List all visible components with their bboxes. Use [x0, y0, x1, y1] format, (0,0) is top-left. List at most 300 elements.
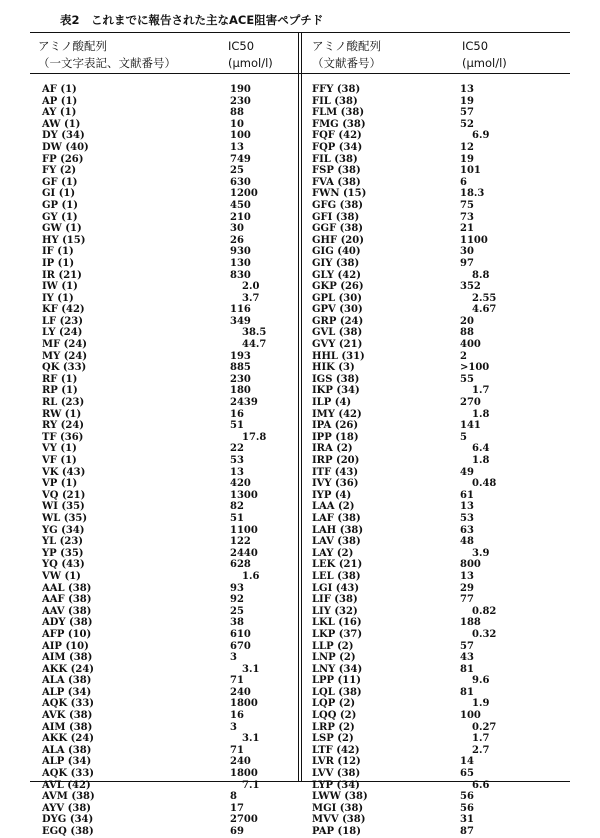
peptide-sequence: AY (1): [42, 107, 77, 119]
peptide-sequence: FY (2): [42, 165, 77, 177]
ic50-value: 100: [230, 130, 251, 142]
table-row: [42, 536, 292, 548]
left-sequence-header-line2: （一文字表記、文献番号）: [38, 56, 176, 70]
table-caption: 表2 これまでに報告された主なACE阻害ペプチド: [60, 13, 324, 27]
table-row: [312, 246, 562, 258]
peptide-sequence: AAV (38): [42, 605, 92, 617]
ic50-value: 8.8: [472, 269, 490, 281]
ic50-value: 1.7: [472, 733, 490, 745]
table-row: [312, 374, 562, 386]
table-row: [42, 223, 292, 235]
right-sequence-header: [312, 38, 381, 72]
ic50-value: 26: [230, 234, 244, 246]
ic50-value: 4.67: [472, 304, 497, 316]
ic50-value: 75: [460, 199, 474, 211]
table-row: [312, 826, 562, 838]
table-row: [312, 652, 562, 664]
peptide-sequence: LAV (38): [312, 536, 361, 548]
ic50-value: 349: [230, 315, 251, 327]
peptide-sequence: DY (34): [42, 130, 85, 142]
table-row: [312, 270, 562, 282]
peptide-sequence: MY (24): [42, 350, 88, 362]
ic50-value: 930: [230, 246, 251, 258]
peptide-sequence: LNP (2): [312, 652, 356, 664]
peptide-sequence: IGS (38): [312, 373, 360, 385]
peptide-sequence: GIG (40): [312, 246, 361, 258]
right-sequence-header-line1: アミノ酸配列: [312, 39, 381, 53]
right-peptide-list: [312, 84, 562, 838]
table-row: [42, 571, 292, 583]
table-row: [312, 559, 562, 571]
table-row: [42, 501, 292, 513]
table-row: [42, 246, 292, 258]
peptide-sequence: AP (1): [42, 95, 78, 107]
peptide-sequence: AAF (38): [42, 594, 92, 606]
peptide-sequence: GI (1): [42, 188, 76, 200]
table-row: [312, 478, 562, 490]
table-row: [312, 687, 562, 699]
table-row: [312, 188, 562, 200]
table-row: [312, 501, 562, 513]
column-divider: [298, 32, 302, 781]
ic50-value: 56: [460, 802, 474, 814]
ic50-value: 21: [460, 223, 474, 235]
ic50-value: 141: [460, 420, 481, 432]
ic50-value: 2700: [230, 814, 258, 826]
peptide-sequence: VK (43): [42, 466, 86, 478]
ic50-value: 56: [460, 791, 474, 803]
peptide-sequence: LSP (2): [312, 733, 354, 745]
peptide-sequence: AKK (24): [42, 733, 95, 745]
peptide-sequence: IPA (26): [312, 420, 359, 432]
ic50-value: 3: [230, 652, 237, 664]
peptide-sequence: LKP (37): [312, 628, 363, 640]
table-row: [312, 594, 562, 606]
peptide-sequence: LIY (32): [312, 605, 358, 617]
table-row: [312, 675, 562, 687]
ic50-value: 352: [460, 281, 481, 293]
ic50-value: 100: [460, 710, 481, 722]
ic50-value: 800: [460, 559, 481, 571]
table-row: [42, 780, 292, 792]
table-row: [42, 768, 292, 780]
peptide-sequence: GPV (30): [312, 304, 363, 316]
peptide-sequence: LWW (38): [312, 791, 368, 803]
peptide-sequence: LNY (34): [312, 663, 363, 675]
ic50-value: 88: [230, 107, 244, 119]
peptide-sequence: AIP (10): [42, 640, 89, 652]
peptide-sequence: TF (36): [42, 431, 84, 443]
peptide-sequence: MVV (38): [312, 814, 366, 826]
table-row: [42, 177, 292, 189]
table-row: [312, 791, 562, 803]
peptide-sequence: LAY (2): [312, 547, 354, 559]
ic50-value: 1.6: [242, 570, 260, 582]
table-row: [42, 107, 292, 119]
ic50-value: 610: [230, 628, 251, 640]
ic50-value: 65: [460, 768, 474, 780]
peptide-sequence: VP (1): [42, 478, 78, 490]
peptide-sequence: AIM (38): [42, 721, 93, 733]
table-row: [42, 594, 292, 606]
table-row: [312, 165, 562, 177]
peptide-sequence: IP (1): [42, 257, 75, 269]
ic50-value: 116: [230, 304, 251, 316]
peptide-sequence: LYP (34): [312, 779, 360, 791]
ic50-value: 190: [230, 84, 251, 95]
ic50-value: 1800: [230, 698, 258, 710]
ic50-value: 0.27: [472, 721, 497, 733]
table-row: [312, 513, 562, 525]
peptide-sequence: LY (24): [42, 327, 83, 339]
table-row: [42, 687, 292, 699]
peptide-sequence: GP (1): [42, 199, 78, 211]
ic50-value: 48: [460, 536, 474, 548]
ic50-value: 53: [230, 455, 244, 466]
ic50-value: 82: [230, 501, 244, 513]
ic50-value: 52: [460, 118, 474, 130]
table-row: [312, 200, 562, 212]
table-row: [42, 745, 292, 757]
table-row: [312, 327, 562, 339]
table-row: [42, 791, 292, 803]
ic50-value: >100: [460, 362, 490, 374]
ic50-value: 13: [230, 141, 244, 153]
peptide-sequence: IR (21): [42, 269, 82, 281]
peptide-sequence: GKP (26): [312, 281, 364, 293]
peptide-sequence: LAH (38): [312, 524, 364, 536]
peptide-sequence: IMY (42): [312, 408, 362, 420]
peptide-sequence: LKL (16): [312, 617, 362, 629]
ic50-value: 749: [230, 153, 251, 165]
peptide-sequence: GRP (24): [312, 315, 364, 327]
ic50-value: 92: [230, 594, 244, 606]
peptide-sequence: LF (23): [42, 315, 83, 327]
table-row: [312, 617, 562, 629]
peptide-sequence: GVL (38): [312, 327, 363, 339]
peptide-sequence: FLM (38): [312, 107, 365, 119]
peptide-sequence: PAP (18): [312, 826, 361, 837]
table-row: [312, 154, 562, 166]
table-row: [42, 281, 292, 293]
table-row: [312, 281, 562, 293]
table-row: [42, 142, 292, 154]
peptide-sequence: GHF (20): [312, 234, 364, 246]
left-sequence-header-line1: アミノ酸配列: [38, 39, 107, 53]
table-row: [42, 304, 292, 316]
table-row: [42, 652, 292, 664]
ic50-value: 18.3: [460, 188, 485, 200]
peptide-sequence: MGI (38): [312, 802, 364, 814]
table-row: [312, 385, 562, 397]
table-row: [312, 304, 562, 316]
ic50-value: 12: [460, 141, 474, 153]
ic50-value: 3.1: [242, 663, 260, 675]
ic50-value: 1100: [460, 234, 488, 246]
table-row: [312, 664, 562, 676]
ic50-value: 38.5: [242, 327, 267, 339]
ic50-value: 5: [460, 431, 467, 443]
ic50-value: 210: [230, 211, 251, 223]
table-row: [42, 270, 292, 282]
table-row: [42, 814, 292, 826]
ic50-value: 57: [460, 640, 474, 652]
peptide-sequence: GGF (38): [312, 223, 364, 235]
ic50-value: 77: [460, 594, 474, 606]
ic50-value: 2440: [230, 547, 258, 559]
peptide-sequence: AFP (10): [42, 628, 92, 640]
table-row: [312, 490, 562, 502]
ic50-value: 87: [460, 826, 474, 837]
peptide-sequence: ILP (4): [312, 397, 352, 409]
peptide-sequence: FMG (38): [312, 118, 366, 130]
ic50-value: 6: [460, 176, 467, 188]
peptide-sequence: QK (33): [42, 362, 87, 374]
table-row: [312, 96, 562, 108]
ic50-value: 420: [230, 478, 251, 490]
table-row: [312, 768, 562, 780]
ic50-value: 122: [230, 536, 251, 548]
ic50-value: 16: [230, 408, 244, 420]
table-row: [312, 455, 562, 467]
peptide-sequence: HIK (3): [312, 362, 355, 374]
ic50-value: 270: [460, 397, 481, 409]
ic50-value: 9.6: [472, 675, 490, 687]
ic50-value: 0.48: [472, 478, 497, 490]
table-row: [312, 745, 562, 757]
peptide-sequence: AVL (42): [42, 779, 91, 791]
peptide-sequence: AW (1): [42, 118, 81, 130]
peptide-sequence: FQP (34): [312, 141, 363, 153]
ic50-value: 670: [230, 640, 251, 652]
peptide-sequence: LAF (38): [312, 512, 361, 524]
table-row: [42, 664, 292, 676]
left-ic50-header: [228, 38, 273, 72]
peptide-sequence: VF (1): [42, 455, 77, 466]
table-row: [312, 583, 562, 595]
ic50-value: 3: [230, 721, 237, 733]
ic50-value: 400: [460, 339, 481, 351]
table-row: [42, 513, 292, 525]
table-row: [42, 606, 292, 618]
table-row: [42, 235, 292, 247]
ic50-value: 1.7: [472, 385, 490, 397]
peptide-sequence: IF (1): [42, 246, 74, 258]
table-row: [312, 339, 562, 351]
ic50-value: 3.1: [242, 733, 260, 745]
ic50-value: 51: [230, 420, 244, 432]
peptide-sequence: ALP (34): [42, 686, 92, 698]
left-ic50-header-line2: (μmol/l): [228, 56, 273, 70]
ic50-value: 97: [460, 257, 474, 269]
table-row: [312, 814, 562, 826]
table-row: [42, 316, 292, 328]
table-row: [42, 467, 292, 479]
peptide-sequence: FSP (38): [312, 165, 361, 177]
ic50-value: 101: [460, 165, 481, 177]
peptide-sequence: IW (1): [42, 281, 78, 293]
ic50-value: 13: [460, 84, 474, 95]
ic50-value: 81: [460, 663, 474, 675]
ic50-value: 180: [230, 385, 251, 397]
table-row: [312, 142, 562, 154]
table-row: [42, 130, 292, 142]
peptide-sequence: GFG (38): [312, 199, 364, 211]
peptide-sequence: MF (24): [42, 339, 88, 351]
table-row: [42, 455, 292, 467]
peptide-sequence: RP (1): [42, 385, 78, 397]
peptide-sequence: IYP (4): [312, 489, 352, 501]
peptide-sequence: GPL (30): [312, 292, 362, 304]
ic50-value: 240: [230, 686, 251, 698]
peptide-sequence: AQK (33): [42, 698, 95, 710]
peptide-sequence: ALA (38): [42, 675, 92, 687]
peptide-sequence: GF (1): [42, 176, 78, 188]
table-row: [312, 467, 562, 479]
peptide-sequence: YQ (43): [42, 559, 85, 571]
table-row: [312, 641, 562, 653]
peptide-sequence: LTF (42): [312, 744, 360, 756]
table-row: [42, 351, 292, 363]
peptide-sequence: LLP (2): [312, 640, 354, 652]
peptide-sequence: IKP (34): [312, 385, 360, 397]
ic50-value: 13: [230, 466, 244, 478]
ic50-value: 93: [230, 582, 244, 594]
table-row: [42, 722, 292, 734]
ic50-value: 1300: [230, 489, 258, 501]
ic50-value: 3.9: [472, 547, 490, 559]
table-row: [312, 722, 562, 734]
peptide-sequence: KF (42): [42, 304, 85, 316]
table-row: [42, 119, 292, 131]
table-row: [312, 107, 562, 119]
ic50-value: 31: [460, 814, 474, 826]
peptide-sequence: LVR (12): [312, 756, 361, 768]
peptide-sequence: DYG (34): [42, 814, 94, 826]
table-row: [42, 374, 292, 386]
ic50-value: 19: [460, 95, 474, 107]
table-row: [42, 154, 292, 166]
ic50-value: 8: [230, 791, 237, 803]
table-row: [42, 293, 292, 305]
table-row: [42, 420, 292, 432]
table-row: [312, 443, 562, 455]
ic50-value: 1100: [230, 524, 258, 536]
table-row: [42, 165, 292, 177]
ic50-value: 53: [460, 512, 474, 524]
ic50-value: 14: [460, 756, 474, 768]
ic50-value: 1800: [230, 768, 258, 780]
ic50-value: 188: [460, 617, 481, 629]
table-row: [42, 629, 292, 641]
peptide-sequence: IVY (36): [312, 478, 359, 490]
ic50-value: 1.8: [472, 408, 490, 420]
table-row: [42, 803, 292, 815]
peptide-sequence: LQL (38): [312, 686, 362, 698]
table-row: [42, 327, 292, 339]
table-row: [42, 490, 292, 502]
table-row: [312, 525, 562, 537]
table-row: [42, 385, 292, 397]
peptide-sequence: WI (35): [42, 501, 85, 513]
ic50-value: 71: [230, 744, 244, 756]
peptide-sequence: GIY (38): [312, 257, 360, 269]
peptide-sequence: FVA (38): [312, 176, 361, 188]
peptide-sequence: FIL (38): [312, 153, 358, 165]
peptide-sequence: AVM (38): [42, 791, 95, 803]
ic50-value: 25: [230, 165, 244, 177]
peptide-sequence: LAA (2): [312, 501, 355, 513]
table-row: [42, 188, 292, 200]
ic50-value: 43: [460, 652, 474, 664]
ic50-value: 230: [230, 95, 251, 107]
ic50-value: 630: [230, 176, 251, 188]
peptide-sequence: FQF (42): [312, 130, 362, 142]
peptide-sequence: LPP (11): [312, 675, 361, 687]
peptide-sequence: FWN (15): [312, 188, 367, 200]
ic50-value: 2: [460, 350, 467, 362]
ic50-value: 240: [230, 756, 251, 768]
table-row: [312, 698, 562, 710]
peptide-sequence: YG (34): [42, 524, 85, 536]
table-row: [312, 420, 562, 432]
ic50-value: 57: [460, 107, 474, 119]
table-row: [42, 733, 292, 745]
peptide-sequence: ITF (43): [312, 466, 359, 478]
ic50-value: 1200: [230, 188, 258, 200]
ic50-value: 30: [230, 223, 244, 235]
table-row: [42, 96, 292, 108]
table-row: [312, 780, 562, 792]
ic50-value: 69: [230, 826, 244, 837]
ic50-value: 6.6: [472, 779, 490, 791]
ic50-value: 830: [230, 269, 251, 281]
peptide-sequence: LRP (2): [312, 721, 355, 733]
table-row: [312, 223, 562, 235]
ic50-value: 71: [230, 675, 244, 687]
ic50-value: 885: [230, 362, 251, 374]
peptide-sequence: IRA (2): [312, 443, 353, 455]
table-row: [42, 84, 292, 96]
table-row: [42, 362, 292, 374]
ic50-value: 628: [230, 559, 251, 571]
peptide-sequence: AVK (38): [42, 710, 93, 722]
right-sequence-header-line2: （文献番号）: [312, 56, 381, 70]
table-row: [312, 548, 562, 560]
peptide-sequence: DW (40): [42, 141, 89, 153]
table-row: [42, 432, 292, 444]
ic50-value: 73: [460, 211, 474, 223]
peptide-sequence: AQK (33): [42, 768, 95, 780]
ic50-value: 49: [460, 466, 474, 478]
peptide-sequence: ADY (38): [42, 617, 93, 629]
ic50-value: 230: [230, 373, 251, 385]
peptide-sequence: RL (23): [42, 397, 85, 409]
ic50-value: 38: [230, 617, 244, 629]
ic50-value: 6.9: [472, 130, 490, 142]
ic50-value: 450: [230, 199, 251, 211]
ic50-value: 20: [460, 315, 474, 327]
ic50-value: 16: [230, 710, 244, 722]
table-row: [42, 409, 292, 421]
ic50-value: 0.32: [472, 628, 497, 640]
peptide-sequence: RF (1): [42, 373, 78, 385]
table-row: [42, 548, 292, 560]
table-row: [42, 617, 292, 629]
table-row: [312, 536, 562, 548]
peptide-sequence: RY (24): [42, 420, 85, 432]
ic50-value: 29: [460, 582, 474, 594]
